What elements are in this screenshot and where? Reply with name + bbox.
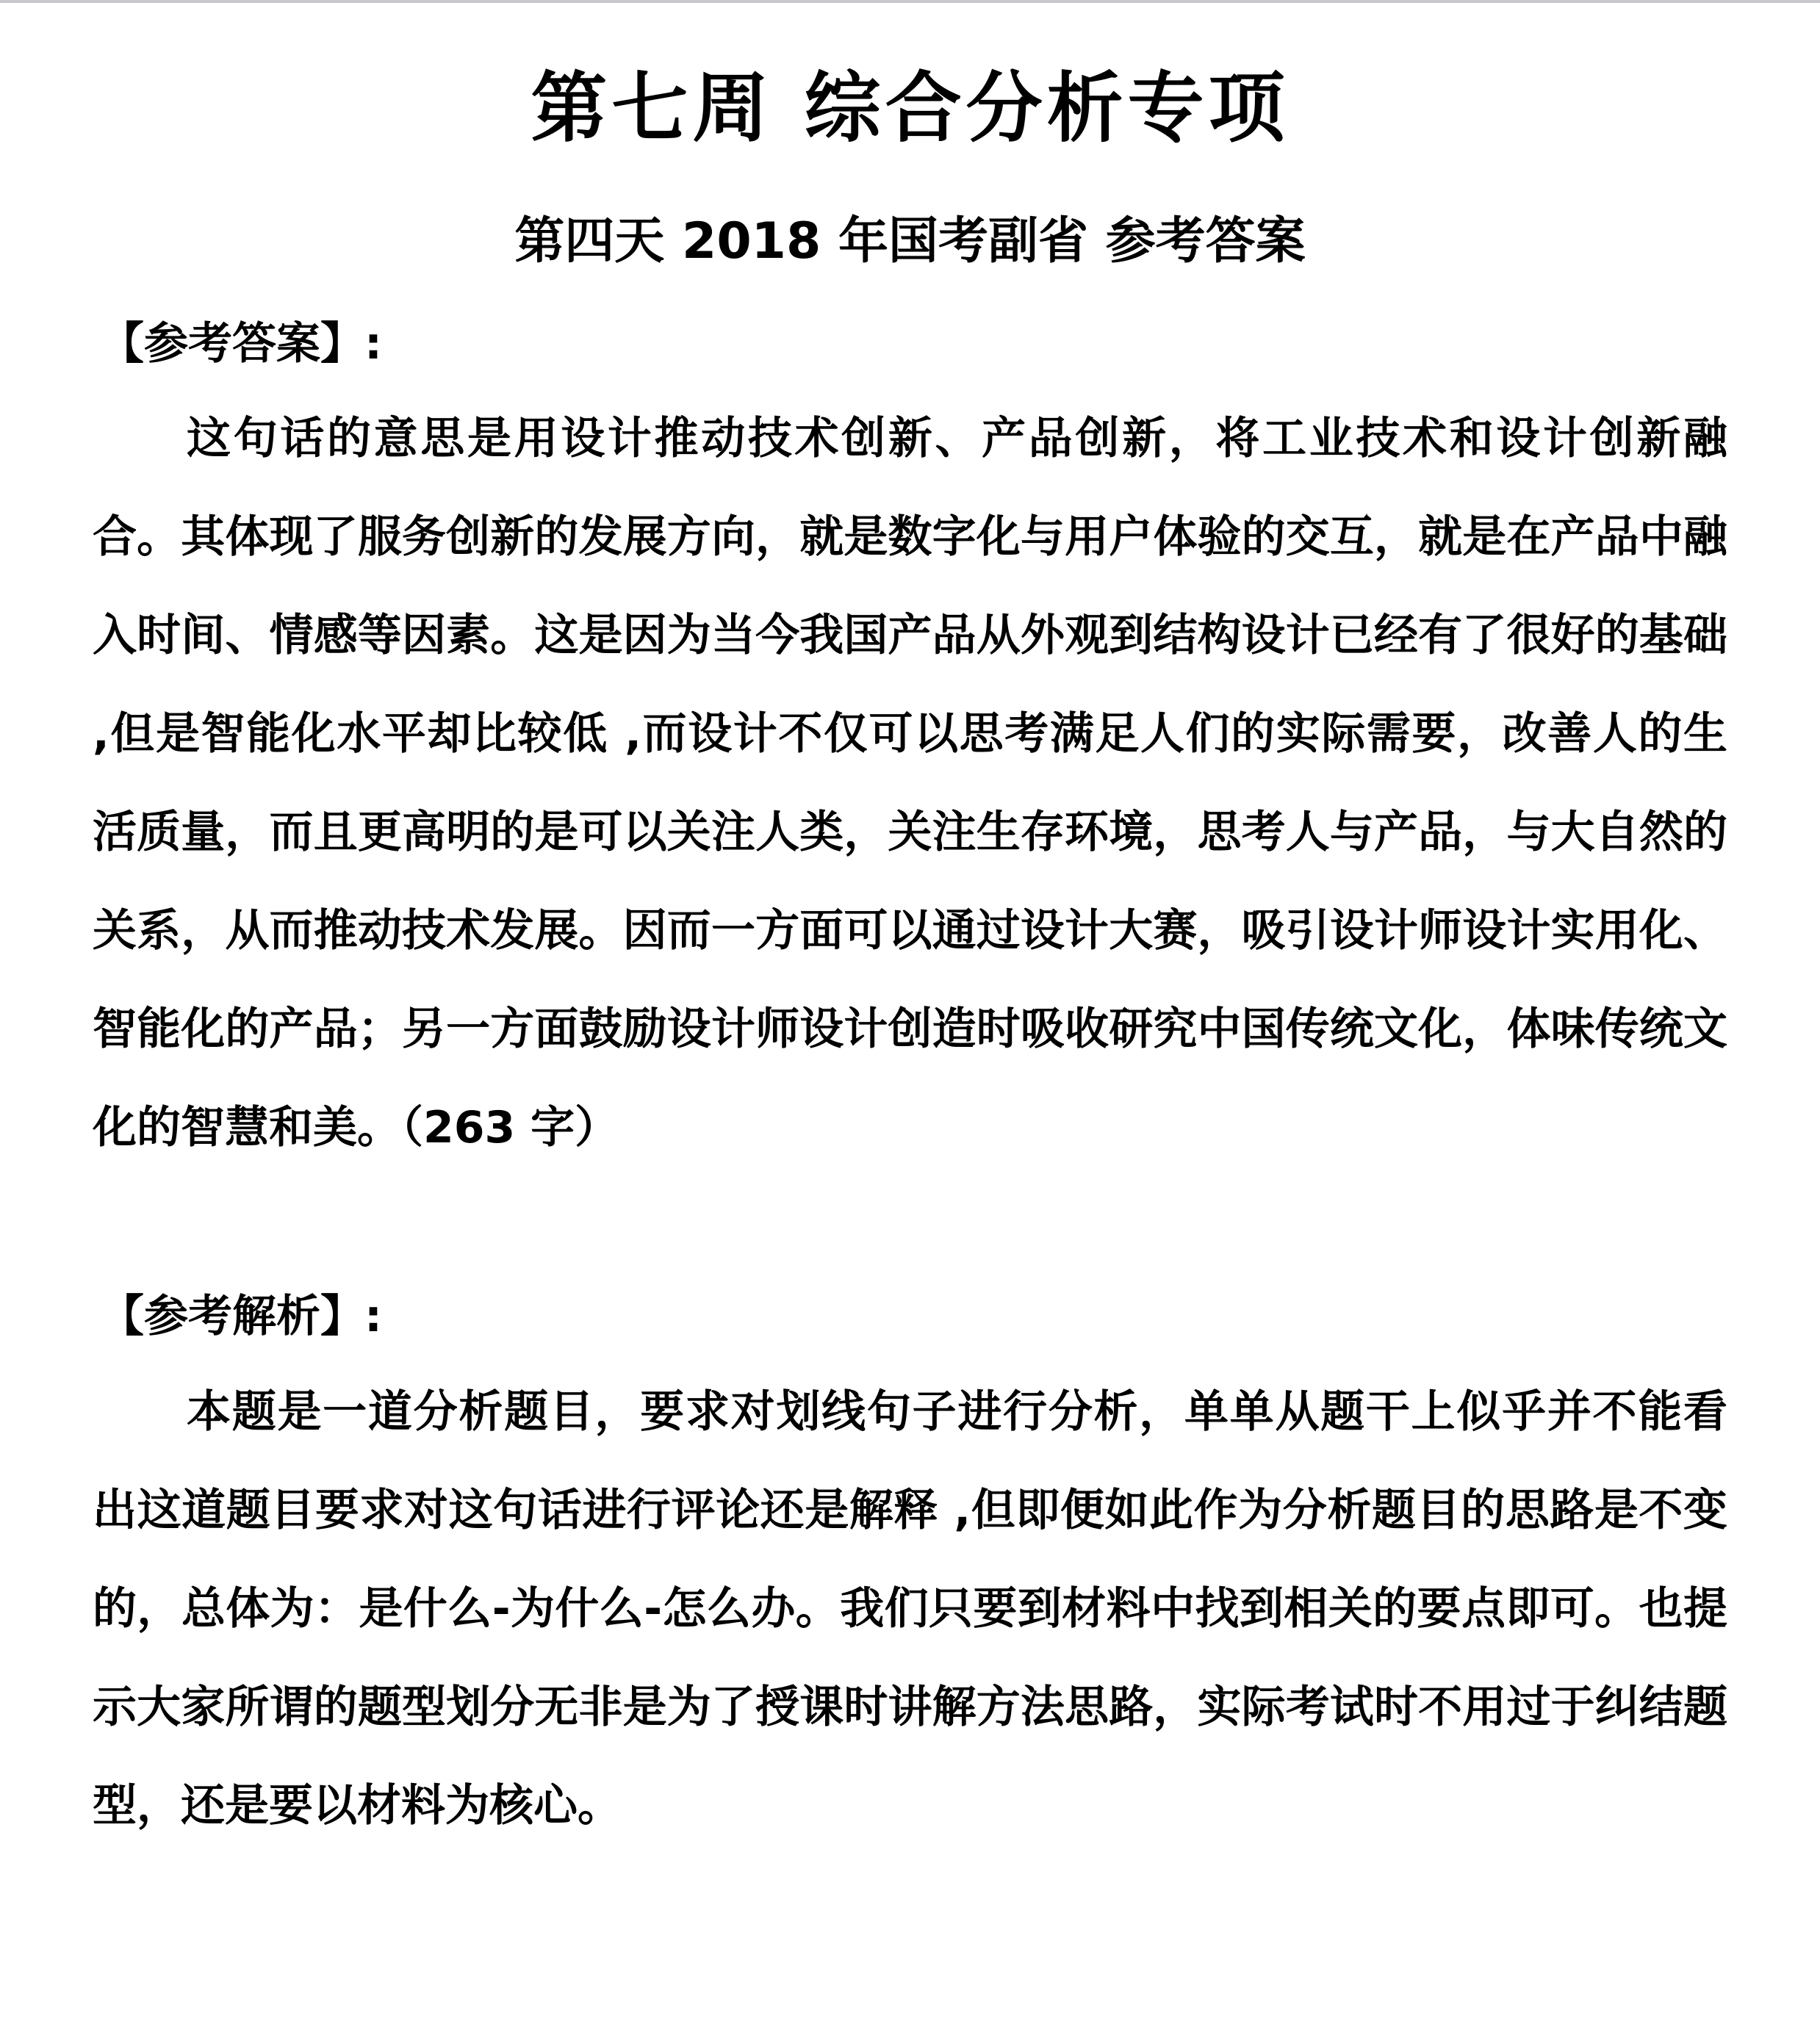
analysis-section-label: 【参考解析】: [100,1291,382,1342]
analysis-paragraph: 本题是一道分析题目，要求对划线句子进行分析，单单从题干上似乎并不能看出这道题目要求对这句话进行评论还是解释 ,但即便如此作为分析题目的思路是不变的，总体为：是什么-为什么-怎么办。我们只要到材料中找到相关的要点即可。也提示大家所谓的题型划分无非是为了授课时讲解方法思路，实际考试时不用过于纠结题型，还是要以材料为核心。 [93,1386,1727,1831]
answer-paragraph: 这句话的意思是用设计推动技术创新、产品创新，将工业技术和设计创新融合。其体现了服务创新的发展方向，就是数字化与用户体验的交互，就是在产品中融入时间、情感等因素。这是因为当今我国产品从外观到结构设计已经有了很好的基础 ,但是智能化水平却比较低 ,而设计不仅可以思考满足人们的实际需要，改善人的生活质量，而且更高明的是可以关注人类，关注生存环境，思考人与产品，与大自然的关系，从而推动技术发展。因而一方面可以通过设计大赛，吸引设计师设计实用化、智能化的产品；另一方面鼓励设计师设计创造时吸收研究中国传统文化，体味传统文化的智慧和美。（263 字） [93,413,1727,1153]
page-title: 第七周 综合分析专项 [530,63,1290,153]
page-subtitle: 第四天 2018 年国考副省 参考答案 [514,212,1306,270]
page-top-border [0,0,1820,3]
answer-section-label: 【参考答案】: [100,318,382,370]
